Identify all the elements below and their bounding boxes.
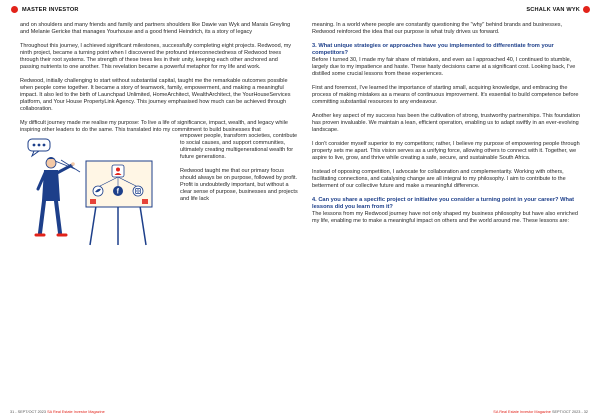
section-label: MASTER INVESTOR [22, 7, 79, 13]
paragraph: Another key aspect of my success has been the cultivation of strong, trustworthy partnerships. This foundation has proven invaluable. We maintain a lean, efficient operation, enabling us to adapt swiftly in an ever-evolving landscape. [312, 112, 581, 134]
presentation-board [86, 161, 152, 245]
page-number: SEPT/OCT 2023 - 32 [551, 410, 588, 414]
footer-right [493, 410, 588, 414]
wrapped-text [180, 133, 298, 210]
paragraph: and on shoulders and many friends and family and partners shoulders like Dawie van Wyk and Marais Greyling and Melanie Gericke that manages Yourhouse and a good friend Heindrich, its a story of legacy [20, 22, 291, 36]
presenter-illustration [20, 135, 170, 247]
paragraph: I don't consider myself superior to my competitors; rather, I believe my purpose of empowering people through property sets me apart. This vision serves as a unifying force, allowing others to connect with it. Together, we aspire to live, grow, and thrive while creating a safe, secure, and sustainable South Africa. [312, 140, 580, 161]
paragraph: Before I turned 30, I made my fair share of mistakes, and even as I approached 40, I continued to stumble, largely due to my impatience and haste. These hasty decisions came at a significant cost. Looking back, I've distilled some crucial lessons from these experiences. [312, 57, 576, 78]
paragraph: meaning. In a world where people are constantly questioning the "why" behind brands and businesses, Redwood reinforced the idea that our purpose is what truly drives us forward. [312, 22, 563, 36]
page-header [0, 0, 600, 22]
svg-text:f: f [116, 188, 119, 196]
question-heading: 3. What unique strategies or approaches have you implemented to differentiate from your competitors? [312, 42, 554, 56]
twitter-icon [93, 186, 103, 196]
paragraph: Redwood taught me that our primary focus should always be on purpose, followed by profit. Profit is undoubtedly important, but without a clear sense of purpose, businesses and projects and life lack [180, 167, 298, 203]
publication-name: SA Real Estate Investor Magazine [47, 410, 105, 414]
red-dot-icon [11, 6, 18, 13]
red-dot-icon [583, 6, 590, 13]
paragraph: Instead of opposing competition, I advocate for collaboration and complementarity. Working with others, facilitating connections, and catalysing change are all integral to my philosophy. I aim to contribute to the betterment of our collective future and make a meaningful difference. [312, 168, 566, 189]
paragraph: Redwood, initially challenging to start without substantial capital, taught me the remarkable outcomes possible when people come together. It became a story of teamwork, family, empowerment, and making a meaningful impact. It also led to the birth of Launchpad Unlimited, HomeArchitect, WealthArchitect, the YourHouseServices platform, and Your House PropertyLink Agency. This journey emphasised how much can be achieved through collaboration. [20, 77, 291, 113]
facebook-icon [113, 186, 123, 196]
footer-left [10, 410, 105, 414]
paragraph: empower people, transform societies, contribute to social causes, and support communities, ultimately creating multigenerational wealth for future generations. [180, 133, 298, 161]
publication-name: SA Real Estate Investor Magazine [493, 410, 551, 414]
instagram-icon [133, 186, 143, 196]
author-label: SCHALK VAN WYK [526, 7, 580, 13]
right-column [312, 22, 584, 232]
question-heading: 4. Can you share a specific project or initiative you consider a turning point in your career? What lessons did you learn from it? [312, 196, 574, 210]
page-footer [0, 403, 600, 419]
person-figure [36, 157, 75, 235]
paragraph: Throughout this journey, I achieved significant milestones, successfully completing eight projects. Redwood, my ninth project, became a turning point when I discovered the profound interconnectedness of Redwood trees through their root systems. The strength of these trees lies in their unity, keeping each other anchored and passing nutrients to one another. This revelation became a powerful metaphor for my life and work. [20, 42, 292, 71]
speech-bubble-icon [28, 139, 50, 156]
page-number: 31 - SEPT/OCT 2023 [10, 410, 47, 414]
paragraph: The lessons from my Redwood journey have not only shaped my business philosophy but have also enriched my life, enabling me to make a meaningful impact on others and the world around me. These lessons are: [312, 210, 578, 225]
left-column [20, 22, 296, 245]
paragraph: First and foremost, I've learned the importance of starting small, acquiring knowledge, and embracing the process of making mistakes as a means of continuous improvement. It's essential to build competence before committing substantial resources to any endeavour. [312, 85, 579, 106]
paragraph: My difficult journey made me realise my purpose: To live a life of significance, impact, wealth, and legacy while inspiring other leaders to do the same. This translated into my commitment to build businesses that [20, 119, 288, 133]
illustration-wrap [20, 133, 296, 245]
